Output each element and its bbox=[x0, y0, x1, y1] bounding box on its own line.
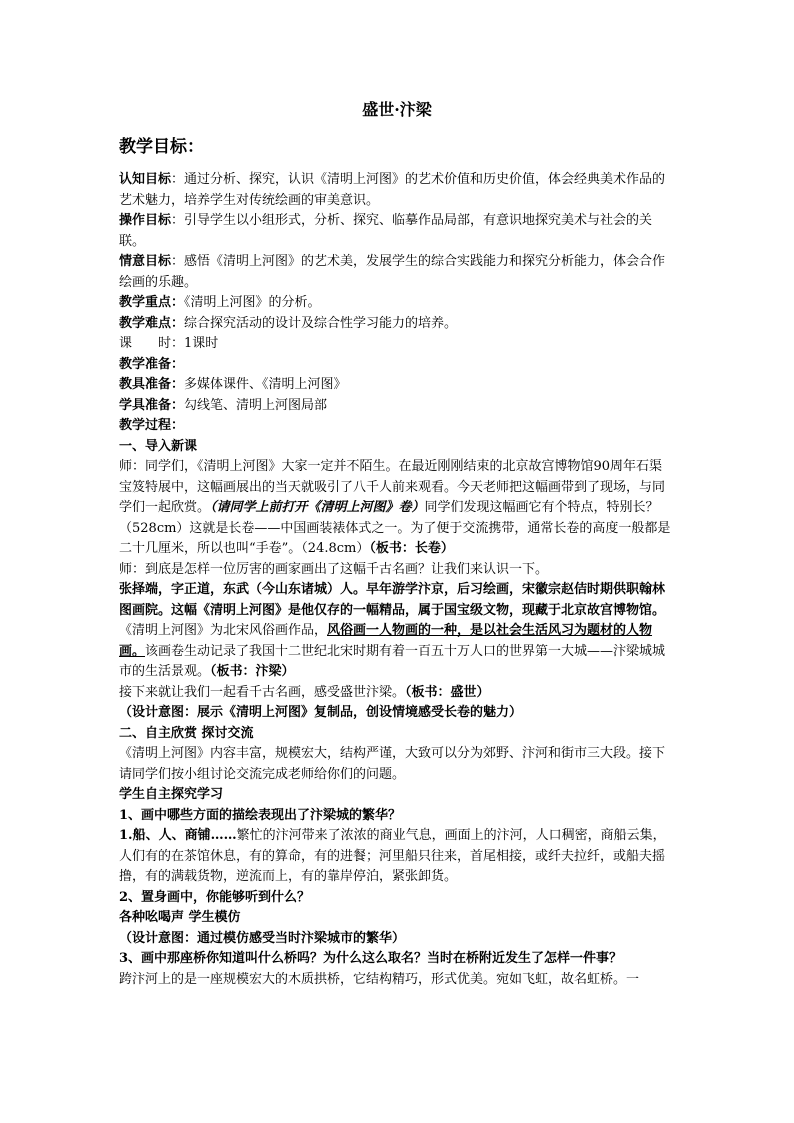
student-prep bbox=[119, 396, 675, 417]
answer-3: 跨汴河上的是一座规模宏大的木质拱桥，它结构精巧，形式优美。宛如飞虹，故名虹桥。一 bbox=[119, 971, 640, 987]
teaching-prep-heading: 教学准备： bbox=[119, 356, 185, 372]
keypoint-label: 教学重点： bbox=[119, 295, 185, 310]
board-note-shengshi: （板书：盛世） bbox=[405, 684, 490, 700]
genre-text-a: 《清明上河图》为北宋风俗画作品， bbox=[119, 623, 328, 638]
teaching-process-heading: 教学过程： bbox=[119, 418, 185, 433]
teacher-prep bbox=[119, 375, 675, 396]
question-1: 1、画中哪些方面的描绘表现出了汴梁城的繁华？ bbox=[119, 807, 402, 823]
difficulty-text: 综合探究活动的设计及综合性学习能力的培养。 bbox=[184, 315, 458, 331]
teaching-objectives-heading: 教学目标： bbox=[119, 137, 204, 157]
document-title: 盛世·汴梁 bbox=[362, 100, 432, 119]
answer-1-text: 繁忙的汴河带来了浓浓的商业气息，画面上的汴河，人口稠密，商船云集，人们有的在茶馆休息，有的算命，有的进餐；河里船只往来，首尾相接，或纤夫拉纤，或船夫摇撸，有的满载货物，逆流而上，有的靠岸停泊，紧张卸货。 bbox=[119, 828, 666, 884]
document-body bbox=[119, 98, 675, 990]
question-2: 2、置身画中，你能够听到什么？ bbox=[119, 889, 311, 905]
transition-paragraph bbox=[119, 683, 675, 704]
difficulty-label: 教学难点： bbox=[119, 315, 185, 331]
teacher-prep-text: 多媒体课件、《清明上河图》 bbox=[184, 377, 347, 392]
keypoint-text: 《清明上河图》的分析。 bbox=[184, 295, 321, 310]
board-note-scroll: （板书：长卷） bbox=[369, 541, 454, 556]
genre-text-b: 该画卷生动记录了我国十二世纪北宋时期有着一百五十万人口的世界第一大城——汴梁城城市的生活景观。 bbox=[119, 643, 666, 679]
design-intent-2: （设计意图：通过模仿感受当时汴梁城市的繁华） bbox=[119, 930, 406, 946]
cognitive-objective bbox=[119, 170, 675, 211]
operation-objective bbox=[119, 211, 675, 252]
intro-text-b: 同学们发现这幅画它有个特点，特别长？（528cm）这就是长卷——中国画装裱体式之一。为了便于交流携带，通常长卷的高度一般都是二十几厘米，所以也叫“手卷”。（24.8cm） bbox=[119, 500, 671, 556]
painter-question: 师：到底是怎样一位厉害的画家画出了这幅千古名画？让我们来认识一下。 bbox=[119, 561, 549, 577]
answer-2: 各种吆喝声 学生模仿 bbox=[119, 910, 241, 925]
question-3: 3、画中那座桥你知道叫什么桥吗？为什么这么取名？当时在桥附近发生了怎样一件事？ bbox=[119, 951, 623, 966]
content-overview: 《清明上河图》内容丰富，规模宏大，结构严谨，大致可以分为郊野、汴河和街市三大段。接下请同学们按小组讨论交流完成老师给你们的问题。 bbox=[119, 746, 666, 782]
operation-objective-text: ：引导学生以小组形式，分析、探究、临摹作品局部，有意识地探究美术与社会的关联。 bbox=[119, 213, 653, 249]
painter-bio: 张择端，字正道，东武（今山东诸城）人。早年游学汴京，后习绘画，宋徽宗赵佶时期供职翰林图画院。这幅《清明上河图》是他仅存的一幅精品，属于国宝级文物，现藏于北京故宫博物馆。 bbox=[119, 582, 666, 618]
student-prep-label: 学具准备： bbox=[119, 397, 185, 413]
step2-heading: 二、自主欣赏 探讨交流 bbox=[119, 725, 254, 741]
genre-paragraph bbox=[119, 621, 675, 683]
intro-paragraph bbox=[119, 457, 675, 560]
stage-direction: （请同学上前打开《清明上河图》卷） bbox=[210, 500, 425, 515]
answer-1-lead: 1.船、人、商铺…… bbox=[119, 828, 237, 843]
design-intent-1: （设计意图：展示《清明上河图》复制品，创设情境感受长卷的魅力） bbox=[119, 705, 523, 720]
lesson-hours: 课 时：1课时 bbox=[119, 336, 219, 351]
student-prep-text: 勾线笔、清明上河图局部 bbox=[184, 397, 328, 413]
genre-definition: 风俗画一人物画的一种，是以社会生活风习为题材的人物画。 bbox=[119, 623, 653, 659]
cognitive-objective-text: ：通过分析、探究，认识《清明上河图》的艺术价值和历史价值，体会经典美术作品的艺术魅力，培养学生对传统绘画的审美意识。 bbox=[119, 172, 666, 208]
intro-text-a: 师：同学们，《清明上河图》大家一定并不陌生。在最近刚刚结束的北京故宫博物馆90周年石渠宝笈特展中，这幅画展出的当天就吸引了八千人前来观看。今天老师把这幅画带到了现场，与同学们一起欣赏。 bbox=[119, 459, 666, 515]
step1-heading: 一、导入新课 bbox=[119, 438, 198, 454]
cognitive-objective-label: 认知目标 bbox=[119, 172, 172, 187]
board-note-bianliang: （板书：汴梁） bbox=[210, 664, 295, 679]
emotion-objective bbox=[119, 252, 675, 293]
teaching-keypoint bbox=[119, 293, 675, 314]
transition-text: 接下来就让我们一起看千古名画，感受盛世汴梁。 bbox=[119, 684, 406, 700]
teaching-difficulty bbox=[119, 314, 675, 335]
self-study-heading: 学生自主探究学习 bbox=[119, 787, 224, 802]
operation-objective-label: 操作目标 bbox=[119, 213, 172, 228]
emotion-objective-label: 情意目标 bbox=[119, 254, 172, 269]
answer-1 bbox=[119, 826, 675, 888]
teacher-prep-label: 教具准备： bbox=[119, 377, 185, 392]
emotion-objective-text: ：感悟《清明上河图》的艺术美，发展学生的综合实践能力和探究分析能力，体会合作绘画的乐趣。 bbox=[119, 254, 666, 290]
